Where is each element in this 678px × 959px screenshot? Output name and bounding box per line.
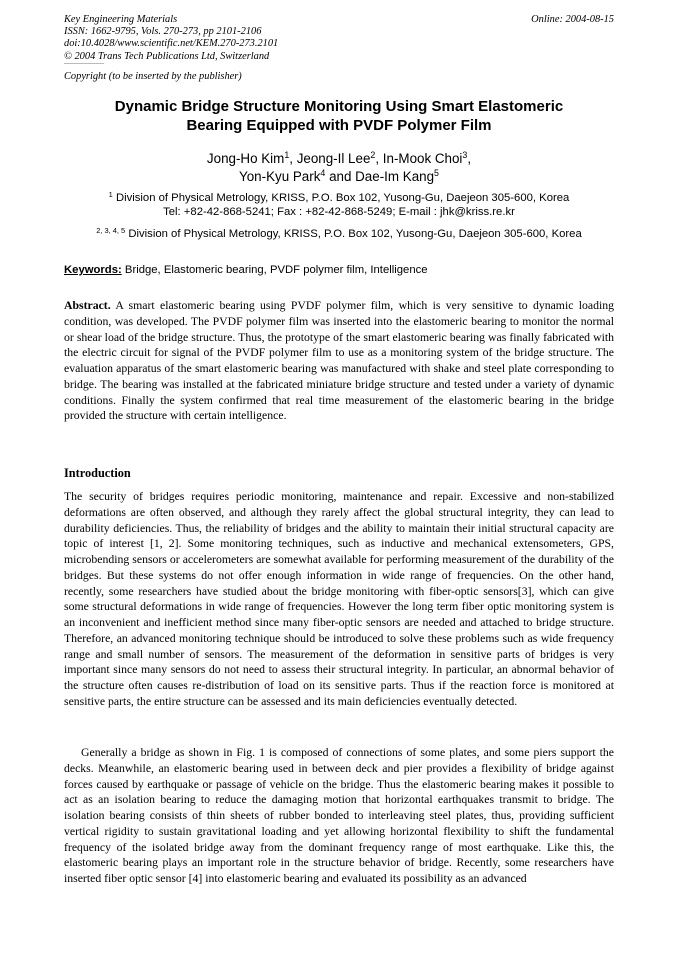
keywords: Keywords: Bridge, Elastomeric bearing, PVDF polymer film, Intelligence xyxy=(64,264,428,276)
intro-paragraph-2 xyxy=(64,745,614,887)
abstract xyxy=(64,298,614,424)
title-line-1: Dynamic Bridge Structure Monitoring Using Smart Elastomeric xyxy=(114,98,564,115)
paper-title xyxy=(64,97,614,135)
title-line-2: Bearing Equipped with PVDF Polymer Film xyxy=(186,117,492,134)
journal-name: Key Engineering Materials xyxy=(64,14,178,25)
journal-header xyxy=(64,14,394,63)
copyright-note: Copyright (to be inserted by the publisher) xyxy=(64,71,242,82)
doi-line: doi:10.4028/www.scientific.net/KEM.270-273.2101 xyxy=(64,38,279,50)
intro-paragraph-1 xyxy=(64,489,614,710)
author-line-1: Jong-Ho Kim$^1$, Jeong-Il Lee$^2$, In-Mook Choi$^3$, xyxy=(206,150,472,166)
publisher-line: © 2004 Trans Tech Publications Ltd, Switzerland xyxy=(64,50,270,62)
author-affiliation-mark: 3 xyxy=(462,150,468,161)
header-divider xyxy=(64,63,104,64)
author-name: In-Mook Choi xyxy=(382,151,463,166)
keywords-label: Keywords xyxy=(64,264,118,276)
author-name: Dae-Im Kang xyxy=(355,169,435,184)
abstract-label: Abstract. xyxy=(64,299,111,312)
contact-info: Tel: +82-42-868-5241; Fax : +82-42-868-5249; E-mail : jhk@kriss.re.kr xyxy=(163,206,515,218)
online-date: Online: 2004-08-15 xyxy=(531,14,614,25)
author-name: Jong-Ho Kim xyxy=(206,151,285,166)
affiliation-2 xyxy=(64,227,614,241)
author-affiliation-mark: 1 xyxy=(284,150,290,161)
paragraph-text: The security of bridges requires periodic monitoring, maintenance and repair. Excessive and non-stabilized deformations are often observed, and although they rarely affect the global structural integrity, they can lead to durability deficiencies. Thus, the reliability of bridges and the ability to maintain their initial structural capacity are topic of interest [1, 2]. Some monitoring techniques, such as inductive and mechanical extensometers, GPS, microbending sensors or accelerometers are somewhat available for performing measurement of the durability of the bridges. But these systems do not offer enough information in wide range of frequencies. On the other hand, recently, some researchers have studied about the bridge monitoring with fiber-optic sensors[3], which can give some structural deformations in wide range of frequencies. However the long term fiber optic monitoring system is an inconvenient and inefficient method since many fiber-optic sensors are needed and attached to bridge structure. Therefore, an advanced monitoring technique should be introduced to solve these problems such as wide frequency range and small number of sensors. The measurement of the deformation in sensitive parts of bridges is very important since many sensors do not need to assess their structural integrity. In particular, an abnormal behavior of the structure often causes re-distribution of load on its sensitive parts. Thus if the reaction force is monitored at sensitive parts, the entire structure can be assessed and its main deficiencies eventually detected. xyxy=(64,490,614,708)
author-affiliation-mark: 4 xyxy=(320,168,326,179)
affiliation-mark: 1 xyxy=(108,189,113,199)
paragraph-text: Generally a bridge as shown in Fig. 1 is composed of connections of some plates, and some piers support the decks. Meanwhile, an elastomeric bearing used in between deck and pier provides a flexibility of bridge against forces caused by earthquake or passage of vehicle on the bridge. Thus the elastomeric bearing makes it possible to act as an isolation bearing to reduce the damaging motion that horizontal earthquakes transmit to bridge. The isolation bearing consists of thin sheets of rubber bonded to interleaving steel plates, thus, providing sufficient vertical rigidity to sustain gravitational loading and yet allowing horizontal flexibility to shift the fundamental frequency of the isolated bridge away from the dominant frequency range of most earthquake. Like this, the elastomeric bearing plays an important role in the structure behavior of bridge. Recently, some researchers have inserted fiber optic sensor [4] into elastomeric bearing and evaluated its possibility as an advanced xyxy=(64,746,614,885)
author-line-2: Yon-Kyu Park$^4$ and Dae-Im Kang$^5$ xyxy=(239,168,439,184)
keywords-text: Bridge, Elastomeric bearing, PVDF polymer film, Intelligence xyxy=(124,264,428,276)
author-list xyxy=(64,150,614,186)
affiliation-1 xyxy=(64,191,614,219)
author-affiliation-mark: 5 xyxy=(434,168,439,179)
issn-line: ISSN: 1662-9795, Vols. 270-273, pp 2101-2106 xyxy=(64,26,262,38)
affiliation-mark: 2, 3, 4, 5 xyxy=(96,225,126,235)
author-affiliation-mark: 2 xyxy=(370,150,376,161)
author-name: Jeong-Il Lee xyxy=(296,151,371,166)
affiliation-text: Division of Physical Metrology, KRISS, P.O. Box 102, Yusong-Gu, Daejeon 305-600, Korea xyxy=(128,228,582,240)
author-name: Yon-Kyu Park xyxy=(239,169,321,184)
affiliation-text: Division of Physical Metrology, KRISS, P.O. Box 102, Yusong-Gu, Daejeon 305-600, Korea xyxy=(115,192,570,204)
section-heading-introduction: Introduction xyxy=(64,466,131,480)
abstract-text: A smart elastomeric bearing using PVDF polymer film, which is very sensitive to dynamic loading condition, was developed. The PVDF polymer film was inserted into the elastomeric bearing to monitor the normal or shear load of the bridge structure. Thus, the prototype of the smart elastomeric bearing was finally fabricated with the electric circuit for signal of the PVDF polymer film to use as a monitoring system of the bridge structure. The evaluation apparatus of the smart elastomeric bearing was manufactured with shake and steel plate corresponding to bridge. The bearing was installed at the fabricated miniature bridge structure and tested under a variety of dynamic conditions. Finally the system confirmed that real time measurement of the elastomeric bearing in the bridge provided the structure with certain intelligence. xyxy=(64,299,615,423)
